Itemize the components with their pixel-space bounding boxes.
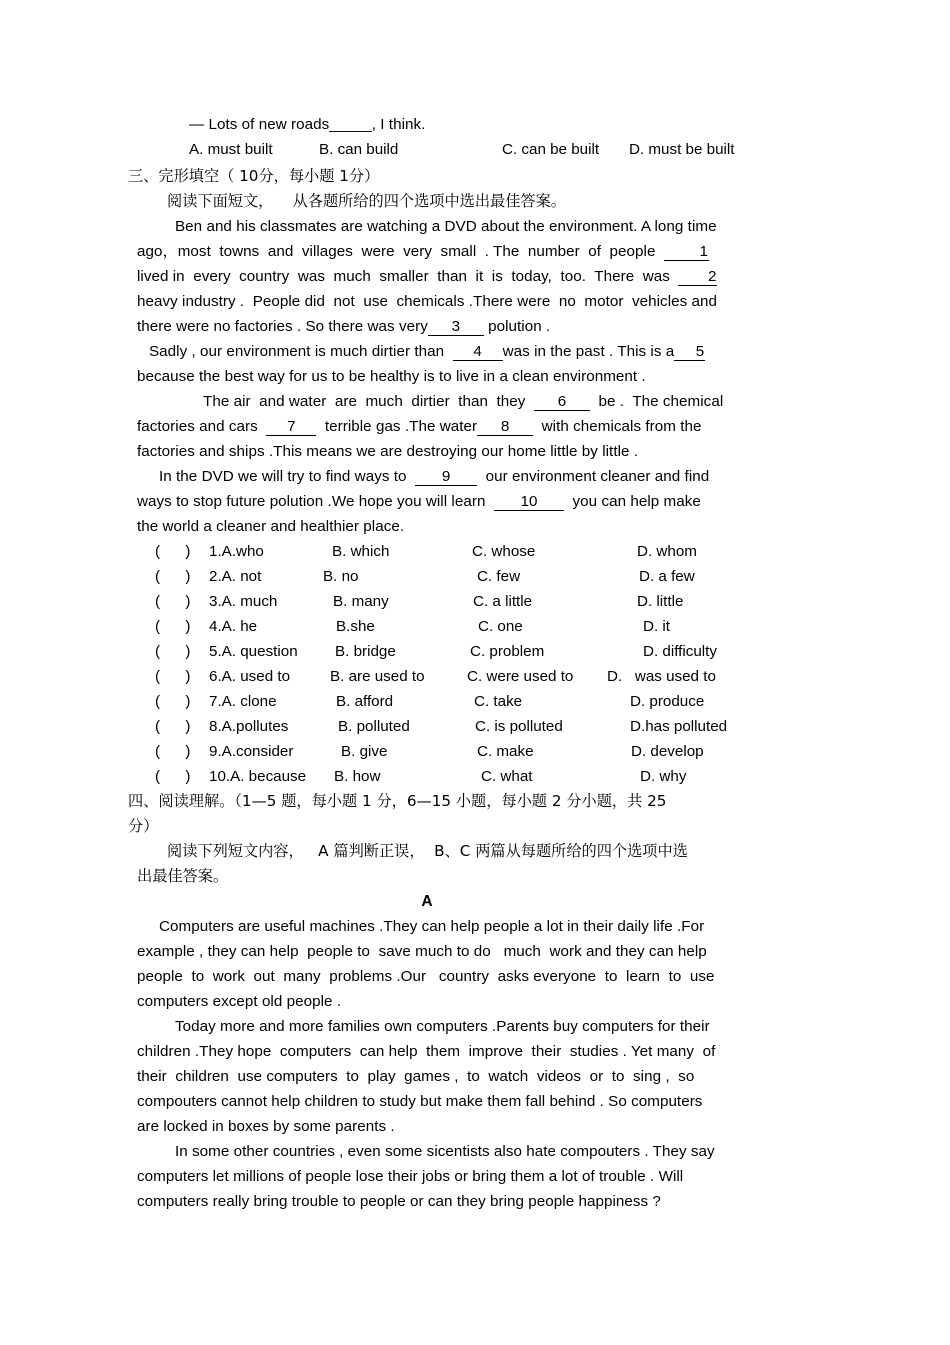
- passage-a-p3-line1: In some other countries , even some sicentists also hate compouters . They say: [175, 1143, 715, 1160]
- option-c[interactable]: C. few: [477, 568, 521, 585]
- cloze-p4-line3: [137, 514, 813, 539]
- text: Sadly , our environment is much dirtier than: [149, 343, 453, 360]
- passage-a-p2-line3: their children use computers to play games , to watch videos or to sing , so: [137, 1068, 695, 1085]
- cloze-question-row: [137, 614, 813, 639]
- cloze-question-row: [137, 589, 813, 614]
- section-four-heading-line2: 分）: [128, 817, 159, 835]
- cloze-p3-line2: [137, 414, 813, 439]
- answer-bracket[interactable]: ( ): [155, 618, 191, 635]
- text: ways to stop future polution .We hope you will learn: [137, 493, 494, 510]
- cloze-p2-line1: [137, 339, 813, 364]
- cloze-question-row: [137, 739, 813, 764]
- passage-a-p1-line4: computers except old people .: [137, 993, 342, 1010]
- cloze-blank-2[interactable]: 2: [678, 268, 717, 286]
- cloze-blank-9[interactable]: 9: [415, 468, 477, 486]
- question-number: 8.A.pollutes: [209, 718, 289, 735]
- option-c[interactable]: C. take: [474, 693, 523, 710]
- cloze-blank-7[interactable]: 7: [266, 418, 316, 436]
- section-three-instruction: 阅读下面短文， 从各题所给的四个选项中选出最佳答案。: [167, 192, 566, 210]
- section-four-instruction-line1: 阅读下列短文内容， A 篇判断正误， B、C 两篇从每题所给的四个选项中选: [167, 842, 688, 860]
- passage-a-p2-line1: Today more and more families own computers .Parents buy computers for their: [175, 1018, 710, 1035]
- text: In the DVD we will try to find ways to: [159, 468, 416, 485]
- cloze-blank-10[interactable]: 10: [494, 493, 564, 511]
- cloze-p3-line1: [137, 389, 813, 414]
- text: lived in every country was much smaller than it is today, too. There was: [137, 268, 679, 285]
- passage-a-p1-line2: example , they can help people to save much to do much work and they can help: [137, 943, 707, 960]
- option-c[interactable]: C. is polluted: [475, 718, 563, 735]
- passage-a-p2-line4: compouters cannot help children to study but make them fall behind . So computers: [137, 1093, 703, 1110]
- text: there were no factories . So there was very: [137, 318, 428, 335]
- passage-a-p1-line3: people to work out many problems .Our country asks everyone to learn to use: [137, 968, 715, 985]
- option-c[interactable]: C. a little: [473, 593, 533, 610]
- option-c[interactable]: C. make: [477, 743, 534, 760]
- cloze-blank-5[interactable]: 5: [674, 343, 705, 361]
- option-b[interactable]: B. polluted: [338, 718, 410, 735]
- cloze-p4-line1: [137, 464, 813, 489]
- option-d[interactable]: D. it: [643, 618, 671, 635]
- question-number: 9.A.consider: [209, 743, 294, 760]
- section-three-heading: 三、完形填空（ 10分，每小题 1分）: [128, 167, 380, 185]
- cloze-question-row: [137, 539, 813, 564]
- text: The air and water are much dirtier than they: [203, 393, 534, 410]
- passage-a-p2-line5: are locked in boxes by some parents .: [137, 1118, 395, 1135]
- cloze-blank-6[interactable]: 6: [534, 393, 590, 411]
- cloze-p1-line1: [137, 214, 813, 239]
- answer-bracket[interactable]: ( ): [155, 643, 191, 660]
- carryover-stem: — Lots of new roads_____, I think.: [189, 116, 426, 133]
- question-number: 7.A. clone: [209, 693, 277, 710]
- text: be . The chemical: [589, 393, 724, 410]
- option-c[interactable]: C. whose: [472, 543, 536, 560]
- cloze-question-row: [137, 664, 813, 689]
- option-c[interactable]: C. were used to: [467, 668, 574, 685]
- cloze-p1-line5: [137, 314, 813, 339]
- carryover-option-c[interactable]: C. can be built: [502, 141, 600, 158]
- passage-a-label: A: [421, 893, 433, 910]
- question-number: 3.A. much: [209, 593, 278, 610]
- text: Ben and his classmates are watching a DVD about the environment. A long time: [175, 218, 717, 235]
- option-d[interactable]: D. was used to: [607, 668, 716, 685]
- answer-bracket[interactable]: ( ): [155, 543, 191, 560]
- cloze-p3-line3: [137, 439, 813, 464]
- text: with chemicals from the: [533, 418, 702, 435]
- question-number: 10.A. because: [209, 768, 307, 785]
- option-c[interactable]: C. one: [478, 618, 523, 635]
- answer-bracket[interactable]: ( ): [155, 568, 191, 585]
- cloze-blank-8[interactable]: 8: [477, 418, 533, 436]
- question-number: 4.A. he: [209, 618, 258, 635]
- option-b[interactable]: B.she: [336, 618, 375, 635]
- option-d[interactable]: D. a few: [639, 568, 695, 585]
- option-d[interactable]: D. difficulty: [643, 643, 717, 660]
- cloze-question-row: [137, 639, 813, 664]
- carryover-option-b[interactable]: B. can build: [319, 141, 399, 158]
- question-number: 6.A. used to: [209, 668, 291, 685]
- text: was in the past . This is a: [502, 343, 675, 360]
- cloze-question-row: [137, 764, 813, 789]
- text: heavy industry . People did not use chemicals .There were no motor vehicles and: [137, 293, 718, 310]
- option-d[interactable]: D. why: [640, 768, 687, 785]
- option-b[interactable]: B. are used to: [330, 668, 425, 685]
- answer-bracket[interactable]: ( ): [155, 668, 191, 685]
- text: ago，most towns and villages were very small . The number of people: [137, 243, 664, 260]
- section-four-heading-line1: 四、阅读理解。（1—5 题，每小题 1 分，6—15 小题，每小题 2 分小题，共 25: [128, 792, 667, 810]
- passage-a-p1-line1: Computers are useful machines .They can help people a lot in their daily life .For: [159, 918, 705, 935]
- option-d[interactable]: D. develop: [631, 743, 704, 760]
- text: the world a cleaner and healthier place.: [137, 518, 405, 535]
- answer-bracket[interactable]: ( ): [155, 593, 191, 610]
- cloze-blank-1[interactable]: 1: [664, 243, 709, 261]
- option-b[interactable]: B. give: [341, 743, 388, 760]
- cloze-question-row: [137, 689, 813, 714]
- answer-bracket[interactable]: ( ): [155, 768, 191, 785]
- option-c[interactable]: C. what: [481, 768, 533, 785]
- answer-bracket[interactable]: ( ): [155, 743, 191, 760]
- cloze-question-row: [137, 564, 813, 589]
- cloze-p1-line2: [137, 239, 813, 264]
- content-column: [128, 112, 813, 1214]
- passage-a-p3-line3: computers really bring trouble to people or can they bring people happiness ?: [137, 1193, 661, 1210]
- option-d[interactable]: D.has polluted: [630, 718, 728, 735]
- option-b[interactable]: B. afford: [336, 693, 394, 710]
- question-number: 1.A.who: [209, 543, 264, 560]
- option-b[interactable]: B. how: [334, 768, 381, 785]
- option-c[interactable]: C. problem: [470, 643, 545, 660]
- option-d[interactable]: D. produce: [630, 693, 705, 710]
- option-b[interactable]: B. no: [323, 568, 359, 585]
- cloze-blank-4[interactable]: 4: [453, 343, 503, 361]
- question-number: 5.A. question: [209, 643, 298, 660]
- text: factories and ships .This means we are destroying our home little by little .: [137, 443, 639, 460]
- carryover-option-a[interactable]: A. must built: [189, 141, 273, 158]
- text: you can help make: [564, 493, 701, 510]
- text: terrible gas .The water: [316, 418, 478, 435]
- cloze-question-list: [137, 539, 813, 789]
- carryover-options: [137, 137, 813, 164]
- answer-bracket[interactable]: ( ): [155, 693, 191, 710]
- cloze-p2-line2: [137, 364, 813, 389]
- option-d[interactable]: D. whom: [637, 543, 697, 560]
- passage-a-p2-line2: children .They hope computers can help them improve their studies . Yet many of: [137, 1043, 716, 1060]
- answer-bracket[interactable]: ( ): [155, 718, 191, 735]
- option-d[interactable]: D. little: [637, 593, 684, 610]
- text: polution .: [483, 318, 551, 335]
- option-b[interactable]: B. many: [333, 593, 389, 610]
- section-four-instruction-line2: 出最佳答案。: [137, 867, 229, 885]
- text: our environment cleaner and find: [477, 468, 710, 485]
- text: factories and cars: [137, 418, 267, 435]
- passage-a-p3-line2: computers let millions of people lose their jobs or bring them a lot of trouble . Will: [137, 1168, 684, 1185]
- cloze-p1-line4: [137, 289, 813, 314]
- carryover-option-d[interactable]: D. must be built: [629, 141, 735, 158]
- text: because the best way for us to be healthy is to live in a clean environment .: [137, 368, 646, 385]
- option-b[interactable]: B. bridge: [335, 643, 396, 660]
- cloze-p4-line2: [137, 489, 813, 514]
- cloze-p1-line3: [137, 264, 813, 289]
- cloze-question-row: [137, 714, 813, 739]
- question-number: 2.A. not: [209, 568, 262, 585]
- option-b[interactable]: B. which: [332, 543, 390, 560]
- cloze-blank-3[interactable]: 3: [428, 318, 484, 336]
